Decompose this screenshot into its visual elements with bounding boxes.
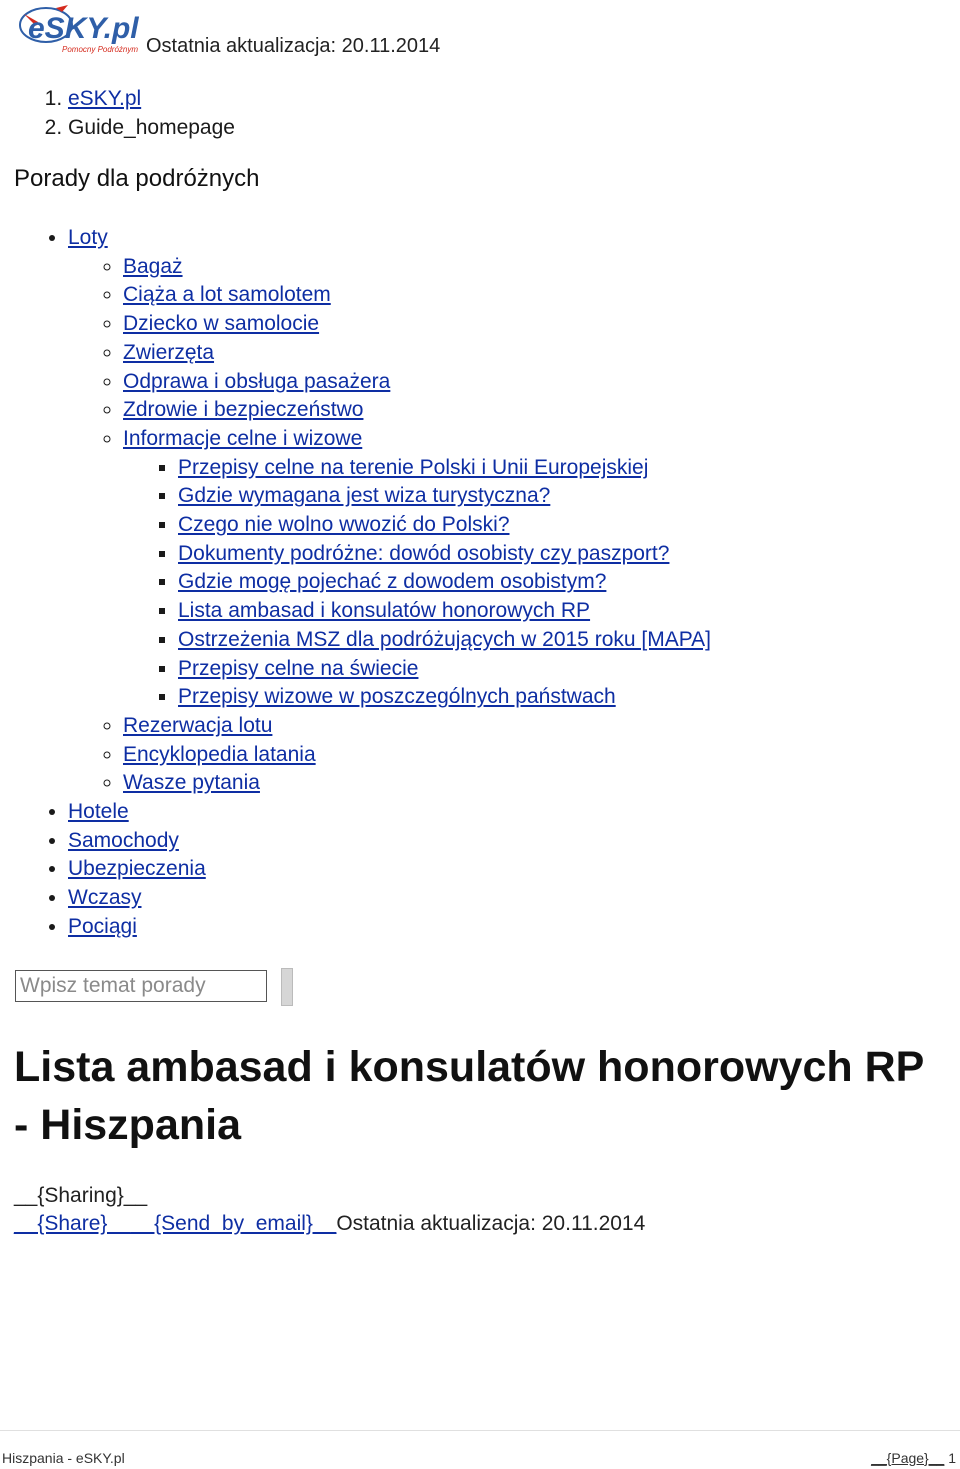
menu-link-lista-ambasad[interactable]: Lista ambasad i konsulatów honorowych RP [178, 599, 591, 623]
menu-link-ciaza[interactable]: Ciąża a lot samolotem [123, 283, 331, 307]
menu-link-wczasy[interactable]: Wczasy [68, 886, 142, 910]
submenu-item [123, 769, 711, 798]
submenu-item [123, 339, 711, 368]
sharing-row [14, 1212, 645, 1236]
menu-link-dokumenty[interactable]: Dokumenty podróżne: dowód osobisty czy paszport? [178, 541, 670, 565]
share-link[interactable]: __{Share}__ [14, 1212, 131, 1235]
menu-link-zwierzeta[interactable]: Zwierzęta [123, 340, 215, 364]
submenu-item [123, 368, 711, 397]
menu-link-pociagi[interactable]: Pociągi [68, 914, 137, 938]
search-input[interactable] [15, 970, 267, 1002]
menu-link-samochody[interactable]: Samochody [68, 828, 179, 852]
menu-item-ubezpieczenia [68, 855, 711, 884]
menu-link-rezerwacja[interactable]: Rezerwacja lotu [123, 713, 273, 737]
submenu-item [178, 540, 711, 569]
menu-link-ubezpieczenia[interactable]: Ubezpieczenia [68, 857, 206, 881]
guide-menu [0, 224, 711, 942]
section-title: Porady dla podróżnych [14, 165, 260, 192]
esky-logo[interactable] [16, 2, 140, 56]
logo-tagline: Pomocny Podróżnym [62, 45, 139, 54]
submenu-loty [68, 253, 711, 798]
submenu-item [178, 511, 711, 540]
sharing-label: __{Sharing}__ [14, 1184, 148, 1207]
submenu-item [178, 454, 711, 483]
footer-page-placeholder: __{Page}__ [871, 1450, 945, 1466]
submenu-item [123, 396, 711, 425]
menu-link-przepisy-wizowe[interactable]: Przepisy wizowe w poszczególnych państwach [178, 685, 616, 709]
last-updated-top: Ostatnia aktualizacja: 20.11.2014 [146, 35, 441, 57]
footer-page-number [871, 1450, 956, 1466]
menu-link-przepisy-polska[interactable]: Przepisy celne na terenie Polski i Unii Europejskiej [178, 455, 649, 479]
menu-item-wczasy [68, 884, 711, 913]
menu-link-dowod-osobisty[interactable]: Gdzie mogę pojechać z dowodem osobistym? [178, 570, 607, 594]
menu-link-odprawa[interactable]: Odprawa i obsługa pasażera [123, 369, 391, 393]
menu-item-loty [68, 224, 711, 798]
breadcrumb [0, 84, 235, 142]
menu-link-encyklopedia[interactable]: Encyklopedia latania [123, 742, 316, 766]
submenu-item [178, 568, 711, 597]
menu-link-loty[interactable]: Loty [68, 226, 108, 249]
menu-link-dziecko[interactable]: Dziecko w samolocie [123, 312, 320, 336]
logo-text: eSKY.pl [28, 12, 139, 45]
page-title: Lista ambasad i konsulatów honorowych RP - Hiszpania [14, 1043, 924, 1149]
breadcrumb-item [68, 84, 235, 113]
menu-item-hotele [68, 798, 711, 827]
menu-link-ostrzezenia-msz[interactable]: Ostrzeżenia MSZ dla podróżujących w 2015 roku [MAPA] [178, 627, 712, 651]
submenu-item [178, 683, 711, 712]
menu-link-wiza-turystyczna[interactable]: Gdzie wymagana jest wiza turystyczna? [178, 484, 551, 508]
submenu-item [123, 741, 711, 770]
submenu-item [178, 655, 711, 684]
menu-link-informacje-celne[interactable]: Informacje celne i wizowe [123, 426, 363, 450]
menu-link-hotele[interactable]: Hotele [68, 800, 129, 824]
submenu-celne [123, 454, 711, 712]
last-updated-bottom: Ostatnia aktualizacja: 20.11.2014 [336, 1212, 646, 1235]
menu-link-zdrowie[interactable]: Zdrowie i bezpieczeństwo [123, 398, 364, 422]
menu-link-bagaz[interactable]: Bagaż [123, 254, 183, 278]
page-header [14, 0, 954, 60]
submenu-item [123, 425, 711, 712]
submenu-item [178, 482, 711, 511]
footer-page-value: 1 [948, 1450, 956, 1466]
menu-link-przepisy-swiat[interactable]: Przepisy celne na świecie [178, 656, 419, 680]
search-button[interactable] [281, 968, 293, 1006]
breadcrumb-item-current: 2. Guide_homepage [68, 113, 235, 142]
submenu-item [123, 712, 711, 741]
submenu-item [178, 626, 711, 655]
send-by-email-link[interactable]: __{Send_by_email}__ [130, 1212, 337, 1235]
submenu-item [123, 253, 711, 282]
menu-link-czego-nie-wwozic[interactable]: Czego nie wolno wwozić do Polski? [178, 513, 510, 537]
submenu-item [123, 281, 711, 310]
submenu-item [123, 310, 711, 339]
submenu-item [178, 597, 711, 626]
footer-page-title: Hiszpania - eSKY.pl [2, 1450, 125, 1466]
breadcrumb-link-home[interactable]: eSKY.pl [68, 87, 142, 110]
footer-divider [0, 1430, 960, 1431]
menu-link-wasze-pytania[interactable]: Wasze pytania [123, 771, 260, 795]
menu-item-pociagi [68, 913, 711, 942]
menu-item-samochody [68, 827, 711, 856]
